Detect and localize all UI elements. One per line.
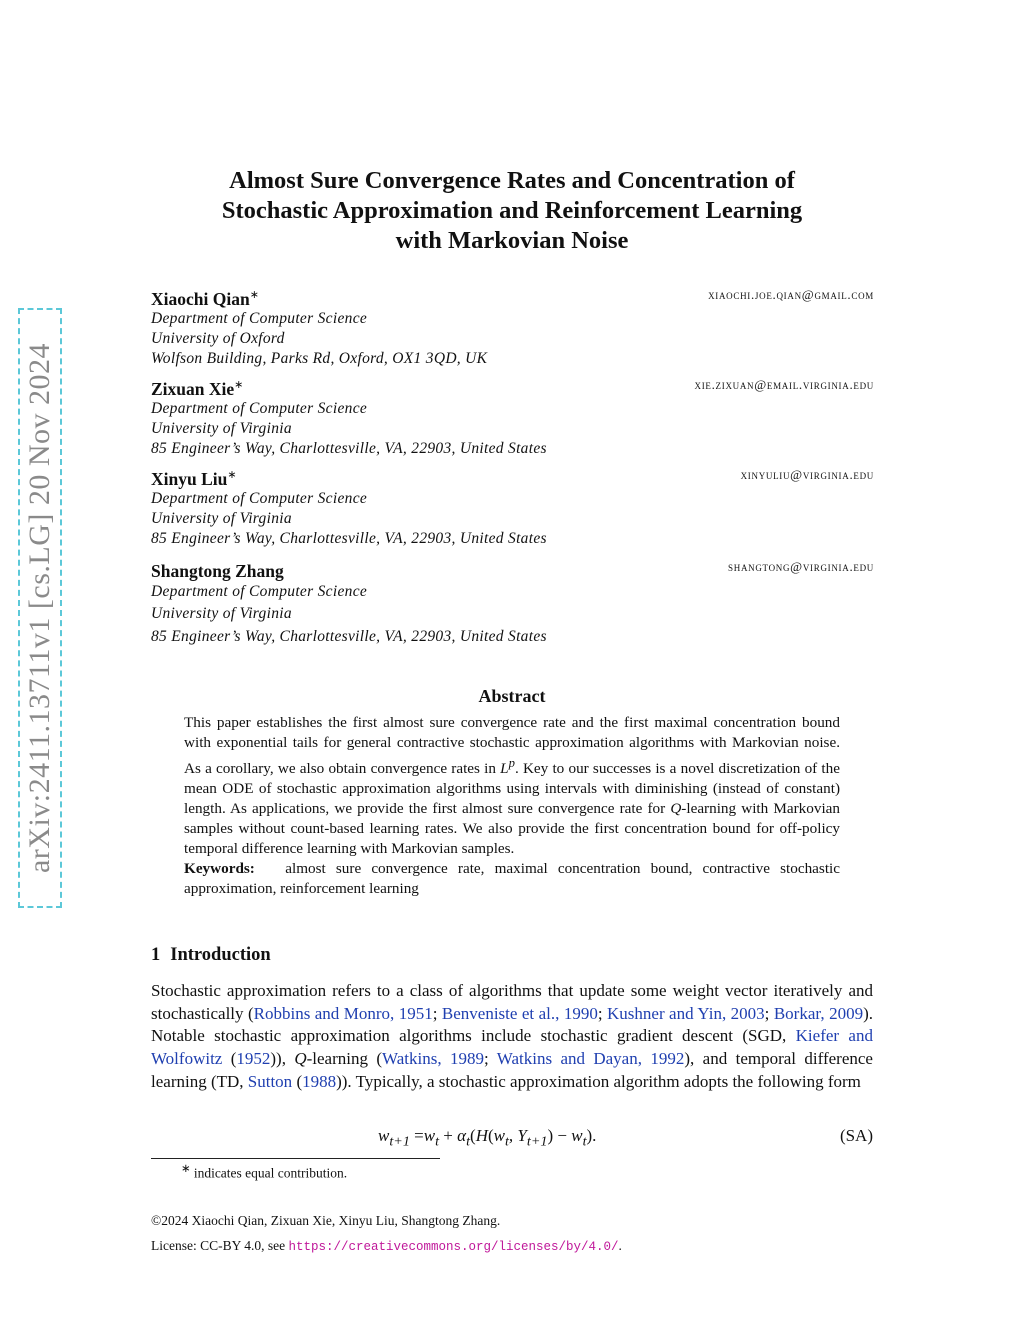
section-number: 1 [151, 945, 161, 965]
affiliation-line: Department of Computer Science [151, 582, 368, 600]
affiliation-line: Department of Computer Science [151, 309, 368, 327]
keywords: Keywords: almost sure convergence rate, maximal concentration bound, contractive stochastic approximation, reinforcement learning [184, 860, 840, 898]
citation-link[interactable]: Robbins and Monro, 1951 [253, 1003, 433, 1023]
citation-link[interactable]: Benveniste et al., 1990 [441, 1003, 598, 1023]
affiliation-line: University of Virginia [151, 419, 292, 437]
abstract-body [184, 713, 840, 899]
author-block [151, 465, 874, 549]
abstract-heading: Abstract [478, 686, 546, 706]
citation-link[interactable]: Kiefer and Wolfowitz [151, 1026, 873, 1069]
equation-formula: $w_{t+1} =w_t + \alpha_t(H(w_t$, $Y_{t+1}) - w_t$). [378, 1126, 597, 1150]
affiliation-line: 85 Engineer’s Way, Charlottesville, VA, 22903, United States [151, 627, 547, 645]
author-block [151, 375, 874, 459]
abstract-text: This paper establishes the first almost sure convergence rate and the first maximal concentration bound with exponential tails for general contractive stochastic approximation algorithms with Markovian noise. As a corollary, we also obtain convergence rates in $L^p$. Key to our successes is a novel discretization of the mean ODE of stochastic approximation algorithms using intervals with diminishing (instead of constant) length. As applications, we provide the first almost sure convergence rate for Q-learning with Markovian samples without count-based learning rates. We also provide the first concentration bound for off-policy temporal difference learning with Markovian samples. [184, 714, 841, 858]
footnote-rule [151, 1158, 440, 1159]
affiliation-line: University of Oxford [151, 329, 285, 347]
citation-link[interactable]: Sutton [247, 1071, 293, 1091]
arxiv-identifier: arXiv:2411.13711v1 [cs.LG] 20 Nov 2024 [23, 342, 56, 874]
affiliation-line: 85 Engineer’s Way, Charlottesville, VA, 22903, United States [151, 439, 547, 457]
license-url-link[interactable]: https://creativecommons.org/licenses/by/4.0/ [288, 1240, 619, 1254]
affiliation-line: Department of Computer Science [151, 399, 368, 417]
citation-year-link[interactable]: 1988 [302, 1071, 337, 1091]
section-title: Introduction [170, 945, 271, 965]
intro-paragraph: Stochastic approximation refers to a class of algorithms that update some weight vector iteratively and stochastically (Robbins and Monro, 1951; Benveniste et al., 1990; Kushner and Yin, 2003; Borkar, 2009). Notable stochastic approximation algorithms include stochastic gradient descent (SGD, Kiefer and Wolfowitz (1952)), Q-learning (Watkins, 1989; Watkins and Dayan, 1992), and temporal difference learning (TD, Sutton (1988)). Typically, a stochastic approximation algorithm adopts the following form [151, 981, 873, 1091]
author-email[interactable]: xinyuliu@virginia.edu [740, 467, 874, 482]
affiliation-line: 85 Engineer’s Way, Charlottesville, VA, 22903, United States [151, 529, 547, 547]
author-name: Xinyu Liu∗ [151, 468, 237, 489]
section-heading [151, 945, 271, 966]
author-block [151, 285, 874, 369]
paper-title [150, 166, 874, 256]
title-line: Stochastic Approximation and Reinforcement Learning [221, 197, 803, 224]
affiliation-line: Department of Computer Science [151, 489, 368, 507]
copyright-line: ©2024 Xiaochi Qian, Zixuan Xie, Xinyu Liu, Shangtong Zhang. [151, 1213, 501, 1228]
citation-link[interactable]: Watkins and Dayan, 1992 [496, 1049, 685, 1069]
author-email[interactable]: xiaochi.joe.qian@gmail.com [708, 287, 874, 302]
arxiv-side-stamp [18, 308, 62, 908]
affiliation-line: University of Virginia [151, 509, 292, 527]
footnote: ∗ indicates equal contribution. [181, 1163, 348, 1181]
citation-link[interactable]: Watkins, 1989 [382, 1049, 484, 1069]
author-email[interactable]: shangtong@virginia.edu [728, 559, 874, 574]
license-line: License: CC-BY 4.0, see https://creativecommons.org/licenses/by/4.0/. [151, 1238, 622, 1254]
equation-tag: (SA) [839, 1126, 873, 1145]
keywords-label: Keywords: [184, 860, 255, 878]
title-line: with Markovian Noise [395, 227, 629, 254]
author-name: Shangtong Zhang [151, 560, 284, 581]
author-name: Zixuan Xie∗ [151, 378, 244, 399]
author-email[interactable]: xie.zixuan@email.virginia.edu [694, 377, 874, 392]
author-block [151, 557, 874, 648]
title-line: Almost Sure Convergence Rates and Concentration of [229, 167, 795, 194]
author-name: Xiaochi Qian∗ [151, 288, 259, 309]
citation-link[interactable]: Borkar, 2009 [773, 1003, 864, 1023]
affiliation-line: University of Virginia [151, 605, 292, 623]
citation-link[interactable]: Kushner and Yin, 2003 [607, 1003, 765, 1023]
affiliation-line: Wolfson Building, Parks Rd, Oxford, OX1 3QD, UK [151, 349, 488, 367]
citation-year-link[interactable]: 1952 [236, 1049, 271, 1069]
